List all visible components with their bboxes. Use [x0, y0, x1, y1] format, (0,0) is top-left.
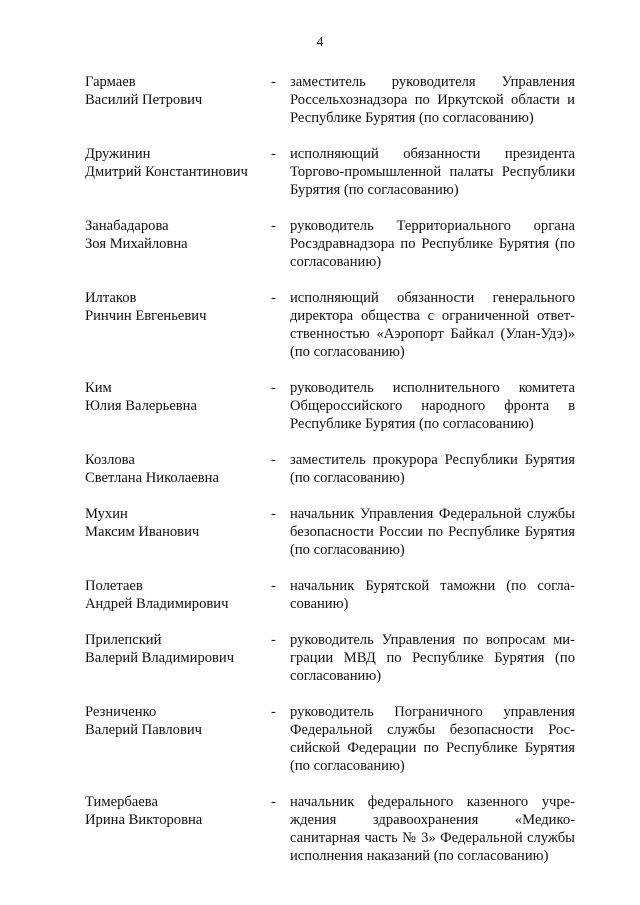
- member-given-names: Андрей Владимирович: [85, 596, 229, 612]
- member-given-names: Светлана Николаевна: [85, 470, 219, 486]
- member-entry: [85, 505, 575, 559]
- member-position: руководитель исполнительного комитета Общероссийского народного фронта в Республике Бурятия (по согласованию): [290, 380, 575, 432]
- member-entry: [85, 379, 575, 433]
- dash-separator: -: [271, 506, 276, 522]
- member-surname: Козлова: [85, 452, 135, 468]
- member-position: начальник федерального казенного учреждения здравоохранения «Медико-санитарная часть № 3» Федеральной службы исполнения наказаний (по согласованию): [290, 794, 575, 864]
- member-entry: [85, 217, 575, 271]
- dash-separator: -: [271, 632, 276, 648]
- member-position: исполняющий обязанности генерального директора общества с ограниченной ответственностью «Аэропорт Байкал (Улан-Удэ)» (по согласованию): [290, 290, 575, 360]
- dash-separator: -: [271, 146, 276, 162]
- member-name: [85, 703, 271, 739]
- member-surname: Занабадарова: [85, 218, 169, 234]
- member-surname: Ким: [85, 380, 112, 396]
- member-entry: [85, 451, 575, 487]
- member-surname: Резниченко: [85, 704, 157, 720]
- member-surname: Гармаев: [85, 74, 136, 90]
- member-position: заместитель прокурора Республики Бурятия (по согласованию): [290, 452, 575, 486]
- dash-separator: -: [271, 794, 276, 810]
- dash-separator: -: [271, 290, 276, 306]
- member-surname: Полетаев: [85, 578, 143, 594]
- page-number: 4: [316, 35, 324, 50]
- member-name: [85, 505, 271, 541]
- member-surname: Мухин: [85, 506, 128, 522]
- member-surname: Илтаков: [85, 290, 137, 306]
- dash-separator: -: [271, 380, 276, 396]
- member-position: руководитель Пограничного управления Федеральной службы безопасности Российской Федерации по Республике Бурятия (по согласованию): [290, 704, 575, 774]
- member-entry: [85, 577, 575, 613]
- member-name: [85, 631, 271, 667]
- dash-separator: -: [271, 704, 276, 720]
- member-given-names: Зоя Михайловна: [85, 236, 188, 252]
- member-list: [85, 73, 575, 883]
- dash-separator: -: [271, 452, 276, 468]
- member-given-names: Ирина Викторовна: [85, 812, 203, 828]
- member-surname: Тимербаева: [85, 794, 158, 810]
- member-given-names: Валерий Павлович: [85, 722, 202, 738]
- member-given-names: Василий Петрович: [85, 92, 203, 108]
- member-entry: [85, 145, 575, 199]
- member-position: начальник Бурятской таможни (по согласованию): [290, 578, 575, 612]
- member-name: [85, 379, 271, 415]
- member-name: [85, 217, 271, 253]
- member-name: [85, 289, 271, 325]
- member-surname: Прилепский: [85, 632, 162, 648]
- member-name: [85, 793, 271, 829]
- member-given-names: Ринчин Евгеньевич: [85, 308, 207, 324]
- dash-separator: -: [271, 578, 276, 594]
- member-name: [85, 577, 271, 613]
- member-surname: Дружинин: [85, 146, 151, 162]
- member-entry: [85, 793, 575, 865]
- member-position: начальник Управления Федеральной службы безопасности России по Республике Бурятия (по согласованию): [290, 506, 575, 558]
- member-name: [85, 145, 271, 181]
- dash-separator: -: [271, 218, 276, 234]
- member-given-names: Юлия Валерьевна: [85, 398, 197, 414]
- member-position: руководитель Территориального органа Росздравнадзора по Республике Бурятия (по согласованию): [290, 218, 575, 270]
- member-name: [85, 451, 271, 487]
- member-position: заместитель руководителя Управления Россельхознадзора по Иркутской области и Республике Бурятия (по согласованию): [290, 74, 575, 126]
- member-name: [85, 73, 271, 109]
- member-position: руководитель Управления по вопросам миграции МВД по Республике Бурятия (по согласованию): [290, 632, 575, 684]
- dash-separator: -: [271, 74, 276, 90]
- member-entry: [85, 73, 575, 127]
- member-given-names: Дмитрий Константинович: [85, 164, 248, 180]
- member-position: исполняющий обязанности президента Торгово-промышленной палаты Республики Бурятия (по согласованию): [290, 146, 575, 198]
- member-given-names: Валерий Владимирович: [85, 650, 235, 666]
- member-entry: [85, 289, 575, 361]
- member-entry: [85, 631, 575, 685]
- member-given-names: Максим Иванович: [85, 524, 200, 540]
- member-entry: [85, 703, 575, 775]
